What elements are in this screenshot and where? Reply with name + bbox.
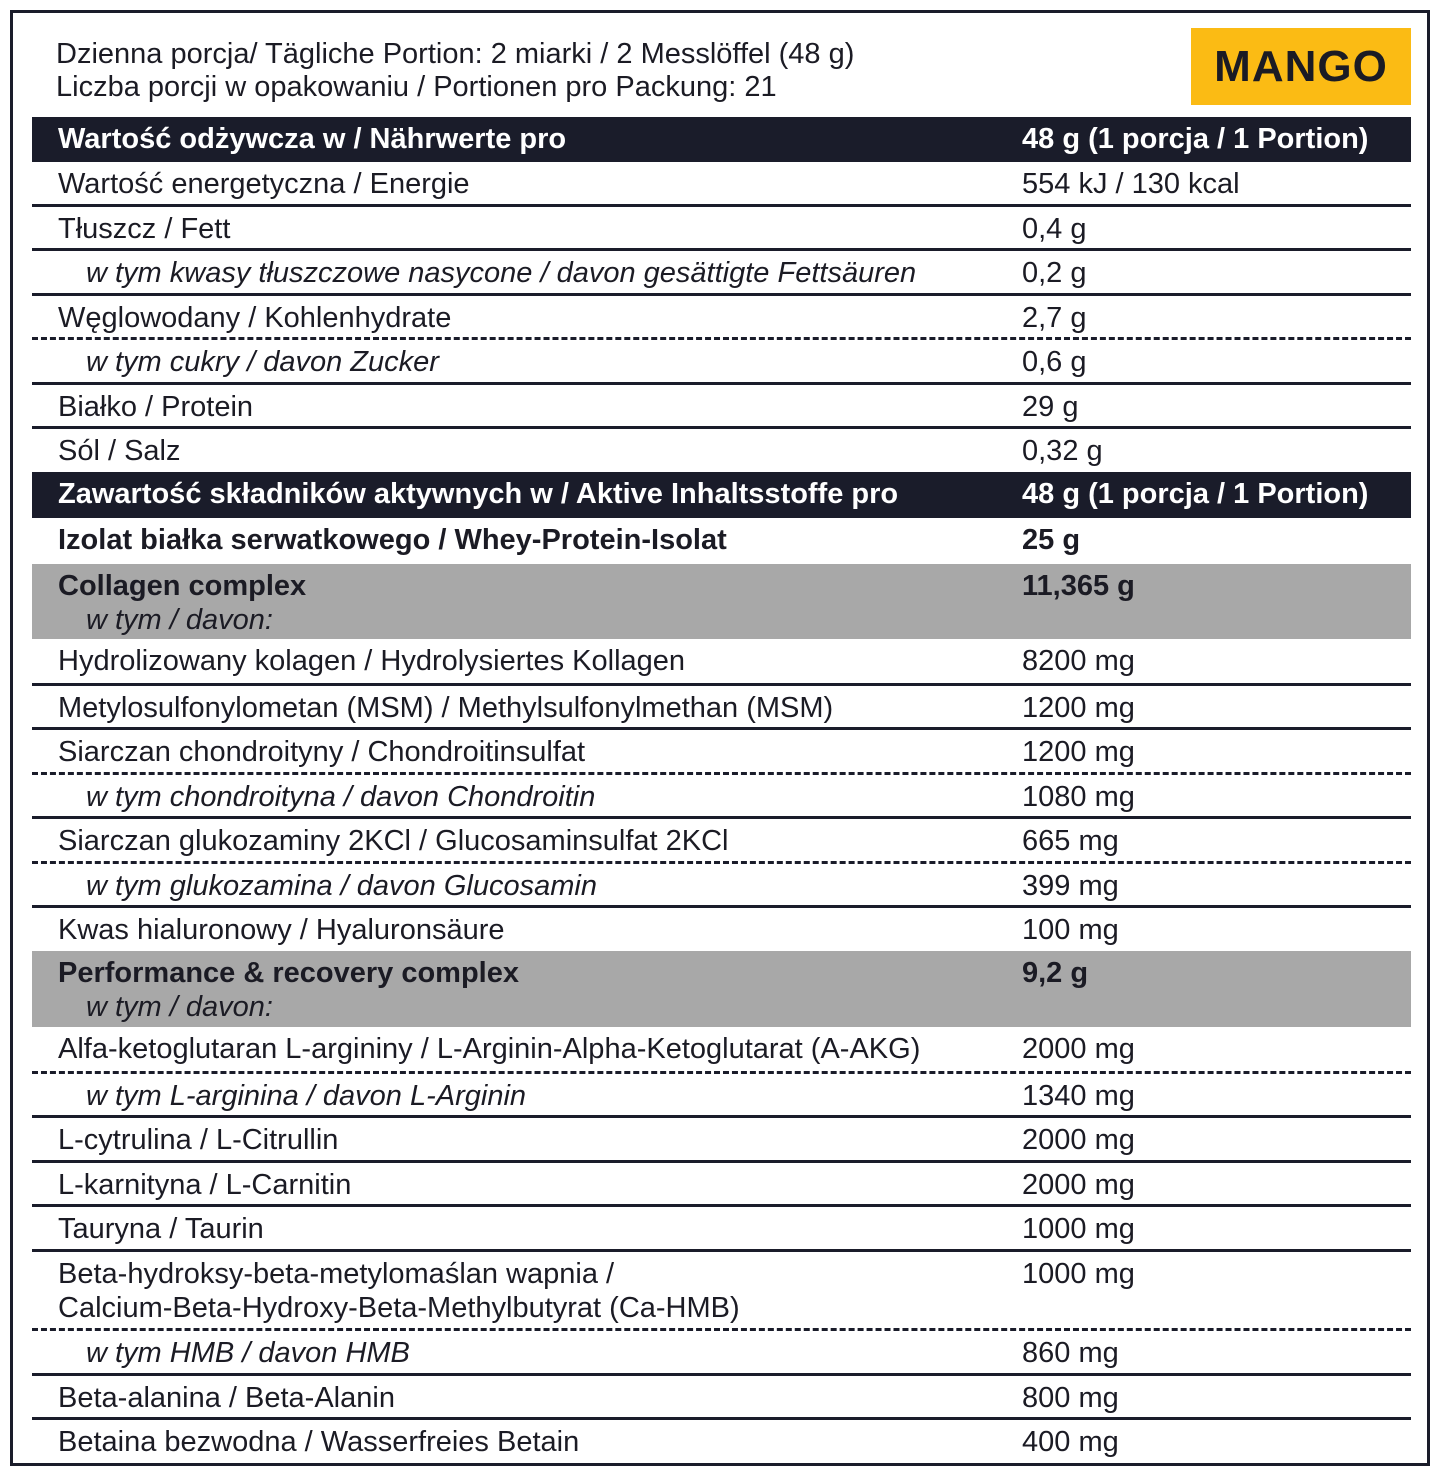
table-row: [32, 518, 1411, 564]
table-row: [32, 775, 1411, 819]
row-value: 2000 mg: [1022, 1033, 1135, 1065]
row-label: w tym cukry / davon Zucker: [86, 346, 439, 378]
row-label: Zawartość składników aktywnych w / Aktive Inhaltsstoffe pro: [58, 478, 899, 510]
row-label: L-cytrulina / L-Citrullin: [58, 1124, 339, 1156]
row-label: Kwas hialuronowy / Hyaluronsäure: [58, 914, 505, 946]
row-label: Beta-hydroksy-beta-metylomaślan wapnia /: [58, 1258, 615, 1290]
row-label: Siarczan glukozaminy 2KCl / Glucosaminsulfat 2KCl: [58, 825, 729, 857]
nutrition-table: [32, 117, 1411, 1464]
row-value: 48 g (1 porcja / 1 Portion): [1022, 478, 1369, 510]
row-value: 0,2 g: [1022, 257, 1087, 289]
row-note: w tym / davon:: [86, 604, 273, 636]
table-row: [32, 251, 1411, 296]
row-value: 2000 mg: [1022, 1169, 1135, 1201]
table-row: [32, 385, 1411, 429]
row-value: 1080 mg: [1022, 781, 1135, 813]
nutrition-header-row: [32, 117, 1411, 162]
row-value: 11,365 g: [1022, 570, 1135, 602]
row-value: 1000 mg: [1022, 1258, 1135, 1290]
table-row: [32, 207, 1411, 251]
row-value: 100 mg: [1022, 914, 1119, 946]
row-note: w tym / davon:: [86, 991, 273, 1023]
row-label: w tym L-arginina / davon L-Arginin: [86, 1080, 527, 1112]
row-value: 48 g (1 porcja / 1 Portion): [1022, 123, 1369, 155]
row-label: Węglowodany / Kohlenhydrate: [58, 302, 452, 334]
row-label: Tauryna / Taurin: [58, 1213, 264, 1245]
row-label: Siarczan chondroityny / Chondroitinsulfat: [58, 736, 586, 768]
row-value: 2,7 g: [1022, 302, 1087, 334]
row-label: w tym kwasy tłuszczowe nasycone / davon gesättigte Fettsäuren: [86, 257, 917, 289]
row-value: 29 g: [1022, 391, 1079, 423]
table-row: [32, 340, 1411, 385]
row-label: Metylosulfonylometan (MSM) / Methylsulfonylmethan (MSM): [58, 692, 834, 724]
row-label: Białko / Protein: [58, 391, 254, 423]
row-value: 800 mg: [1022, 1382, 1119, 1414]
collagen-complex-row: [32, 564, 1411, 639]
row-value: 25 g: [1022, 524, 1081, 556]
table-row: [32, 1118, 1411, 1163]
table-row: [32, 1074, 1411, 1118]
row-value: 860 mg: [1022, 1337, 1119, 1369]
table-row: [32, 864, 1411, 908]
servings-per-pack-text: Liczba porcji w opakowaniu / Portionen pro Packung: 21: [56, 71, 777, 103]
active-ingredients-header-row: [32, 472, 1411, 518]
table-row: [32, 1207, 1411, 1252]
table-row: [32, 1252, 1411, 1331]
row-value: 554 kJ / 130 kcal: [1022, 168, 1240, 200]
table-row: [32, 429, 1411, 472]
table-row: [32, 1376, 1411, 1420]
table-row: [32, 162, 1411, 207]
row-value: 400 mg: [1022, 1426, 1119, 1458]
table-row: [32, 1163, 1411, 1207]
table-row: [32, 639, 1411, 686]
serving-info: [56, 38, 1156, 104]
row-value: 0,32 g: [1022, 435, 1103, 467]
table-row: [32, 730, 1411, 775]
row-value: 8200 mg: [1022, 645, 1135, 677]
table-row: [32, 296, 1411, 340]
row-label: w tym HMB / davon HMB: [86, 1337, 410, 1369]
table-row: [32, 1331, 1411, 1376]
row-label: Collagen complex: [58, 570, 307, 602]
row-label-line2: Calcium-Beta-Hydroxy-Beta-Methylbutyrat (Ca-HMB): [58, 1292, 740, 1324]
row-value: 9,2 g: [1022, 957, 1089, 989]
row-label: Performance & recovery complex: [58, 957, 519, 989]
row-value: 665 mg: [1022, 825, 1119, 857]
row-label: Tłuszcz / Fett: [58, 213, 231, 245]
table-row: [32, 819, 1411, 864]
row-label: Wartość odżywcza w / Nährwerte pro: [58, 123, 567, 155]
table-row: [32, 686, 1411, 730]
row-label: Sól / Salz: [58, 435, 181, 467]
row-label: Izolat białka serwatkowego / Whey-Protein-Isolat: [58, 524, 727, 556]
row-value: 399 mg: [1022, 870, 1119, 902]
row-value: 1200 mg: [1022, 692, 1135, 724]
flavor-badge: MANGO: [1191, 28, 1411, 105]
row-value: 2000 mg: [1022, 1124, 1135, 1156]
row-label: Alfa-ketoglutaran L-argininy / L-Arginin-Alpha-Ketoglutarat (A-AKG): [58, 1033, 921, 1065]
row-label: Wartość energetyczna / Energie: [58, 168, 470, 200]
row-value: 1000 mg: [1022, 1213, 1135, 1245]
table-row: [32, 1420, 1411, 1464]
row-value: 0,6 g: [1022, 346, 1087, 378]
table-row: [32, 1027, 1411, 1074]
row-value: 1200 mg: [1022, 736, 1135, 768]
row-value: 1340 mg: [1022, 1080, 1135, 1112]
serving-size-text: Dzienna porcja/ Tägliche Portion: 2 miarki / 2 Messlöffel (48 g): [56, 38, 855, 70]
row-label: Hydrolizowany kolagen / Hydrolysiertes Kollagen: [58, 645, 686, 677]
row-label: w tym glukozamina / davon Glucosamin: [86, 870, 597, 902]
table-row: [32, 908, 1411, 951]
row-label: Beta-alanina / Beta-Alanin: [58, 1382, 395, 1414]
row-label: L-karnityna / L-Carnitin: [58, 1169, 352, 1201]
row-label: Betaina bezwodna / Wasserfreies Betain: [58, 1426, 580, 1458]
performance-complex-row: [32, 951, 1411, 1027]
row-value: 0,4 g: [1022, 213, 1087, 245]
row-label: w tym chondroityna / davon Chondroitin: [86, 781, 596, 813]
